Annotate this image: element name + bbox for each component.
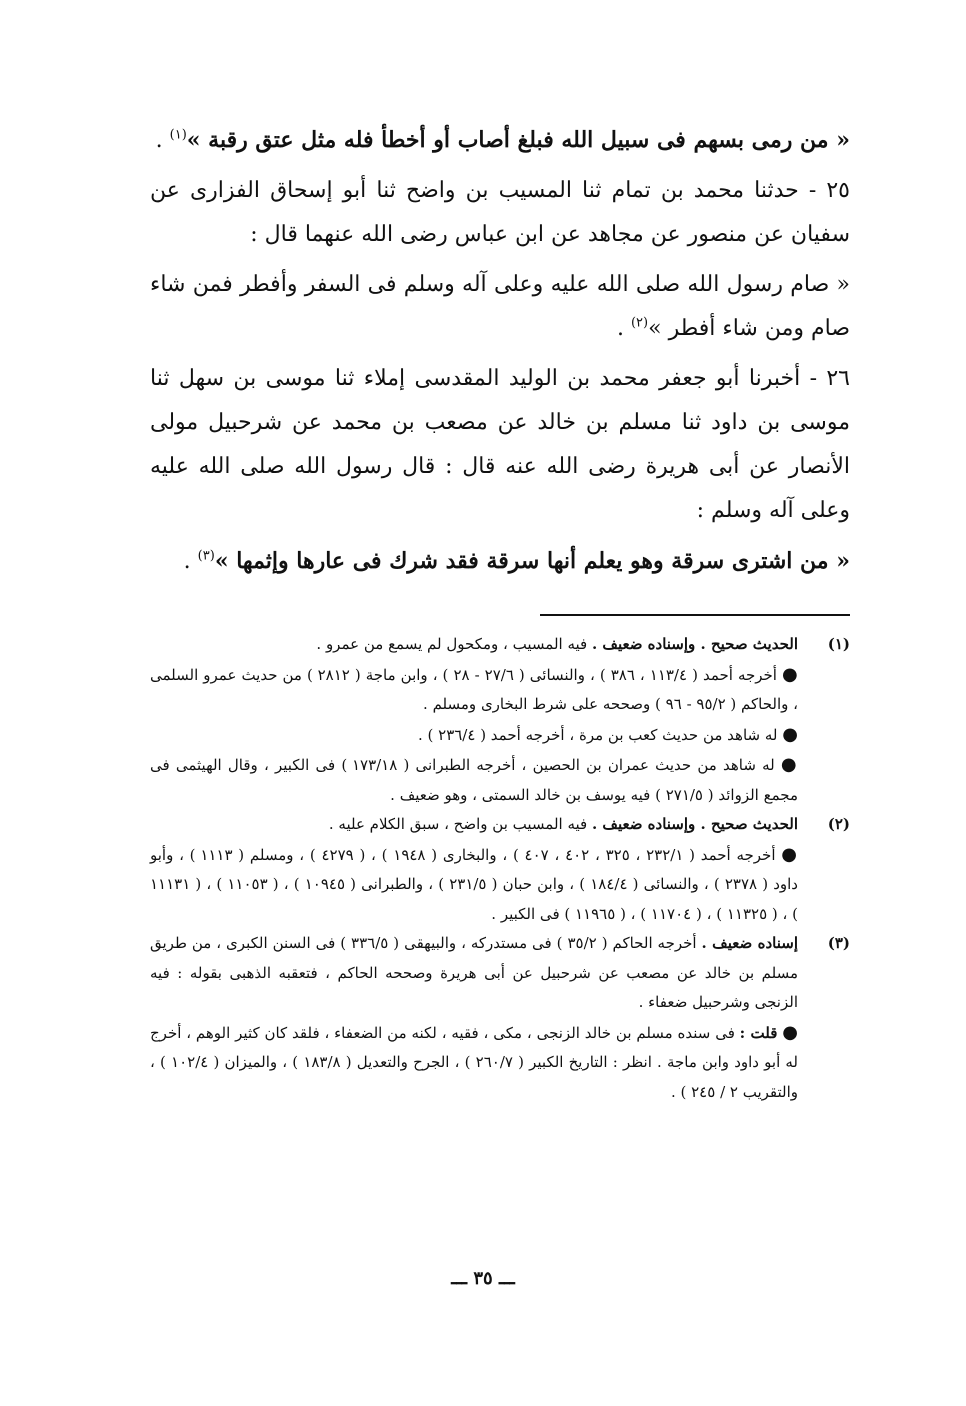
hadith-26-matn	[150, 539, 850, 584]
footnote-2	[150, 810, 850, 929]
hadith-25-matn-text: « صام رسول الله صلى الله عليه وعلى آله وسلم فى السفر وأفطر فمن شاء صام ومن شاء أفطر »	[150, 272, 850, 341]
footnote-line	[150, 1018, 798, 1108]
footnote-body	[150, 630, 798, 810]
footnote-ref-1[interactable]: (١)	[169, 127, 187, 143]
hadith-25-end: .	[616, 316, 631, 341]
hadith-24-end: .	[155, 128, 170, 153]
footnote-number: (٢)	[827, 815, 850, 833]
footnote-body	[150, 929, 798, 1107]
page-number: ـــ ٣٥ ـــ	[451, 1268, 515, 1289]
bullet-icon: ●	[782, 723, 798, 745]
bullet-icon: ●	[782, 663, 798, 685]
footnote-line	[150, 840, 798, 930]
page-content	[150, 118, 850, 1107]
footnote-text: أخرجه الحاكم ( ٣٥/٢ ) فى مستدركه ، والبيهقى ( ٣٣٦/٥ ) فى السنن الكبرى ، من طريق مسلم بن خالد عن مصعب عن شرحبيل عن أبى هريرة وصححه الحاكم ، فتعقبه الذهبى بقوله : فيه الزنجى وشرحبيل ضعفاء .	[150, 934, 798, 1011]
footnote-text: له شاهد من حديث عمران بن الحصين ، أخرجه الطبرانى ( ١٧٣/١٨ ) فى الكبير ، وقال الهيثمى فى مجمع الزوائد ( ٢٧١/٥ ) فيه يوسف بن خالد السمتى ، وهو ضعيف .	[150, 756, 798, 804]
hadith-24-tail	[150, 118, 850, 163]
footnote-qult: قلت :	[739, 1023, 778, 1042]
footnote-line	[150, 720, 798, 751]
bullet-icon: ●	[780, 754, 798, 775]
hadith-24-quote: « من رمى بسهم فى سبيل الله فبلغ أصاب أو أخطأ فله مثل عتق رقبة »	[186, 127, 850, 153]
footnote-3	[150, 929, 850, 1107]
hadith-25-isnad: ٢٥ - حدثنا محمد بن تمام ثنا المسيب بن واضح ثنا أبو إسحاق الفزارى عن سفيان عن منصور عن مجاهد عن ابن عباس رضى الله عنهما قال :	[150, 178, 850, 247]
hadith-26-matn-text: « من اشترى سرقة وهو يعلم أنها سرقة فقد شرك فى عارها وإثمها »	[214, 548, 850, 574]
hadith-26-isnad: ٢٦ - أخبرنا أبو جعفر محمد بن الوليد المقدسى إملاء ثنا موسى بن سهل ثنا موسى بن داود ثنا مسلم بن خالد عن مصعب بن محمد عن شرحبيل مولى الأنصار عن أبى هريرة رضى الله عنه قال : قال رسول الله صلى الله عليه وعلى آله وسلم :	[150, 366, 850, 523]
footnote-grade: الحديث صحيح . وإسناده ضعيف .	[591, 815, 798, 833]
footnote-grade: الحديث صحيح . وإسناده ضعيف .	[591, 635, 798, 653]
footnote-text: فيه المسيب ، ومكحول لم يسمع من عمرو .	[316, 635, 592, 653]
footnote-line	[150, 660, 798, 720]
footnote-text: فى سنده مسلم بن خالد الزنجى ، مكى ، فقيه ، لكنه من الضعفاء ، فلقد كان كثير الوهم ، أخرج له أبو داود وابن ماجة . انظر : التاريخ الكبير ( ٢٦٠/٧ ) ، الجرح والتعديل ( ١٨٣/٨ ) ، والميزان ( ١٠٢/٤ ) ، والتقريب ٢ / ٢٤٥ ) .	[150, 1023, 799, 1101]
bullet-icon: ●	[782, 1021, 798, 1043]
footnote-text: له شاهد من حديث كعب بن مرة ، أخرجه أحمد ( ٢٣٦/٤ ) .	[417, 725, 778, 744]
footnote-body	[150, 810, 798, 929]
bullet-icon: ●	[781, 843, 798, 865]
footnote-text: أخرجه أحمد ( ١١٣/٤ ، ٣٨٦ ) ، والنسائى ( ٢٧/٦ - ٢٨ ) ، وابن ماجة ( ٢٨١٢ ) من حديث عمرو السلمى ، والحاكم ( ٩٥/٢ - ٩٦ ) وصححه على شرط البخارى ومسلم .	[150, 665, 798, 713]
footnote-text: فيه المسيب بن واضح ، سبق الكلام عليه .	[328, 815, 592, 833]
footnotes	[150, 630, 850, 1107]
footnote-text: أخرجه أحمد ( ٢٣٢/١ ، ٣٢٥ ، ٤٠٢ ، ٤٠٧ ) ، والبخارى ( ١٩٤٨ ) ، ( ٤٢٧٩ ) ، ومسلم ( ١١١٣ ) ، وأبو داود ( ٢٣٧٨ ) ، والنسائى ( ١٨٤/٤ ) ، وابن حبان ( ٢٣١/٥ ) ، والطبرانى ( ١٠٩٤٥ ) ، ( ١١٠٥٣ ) ، ( ١١١٣١ ) ، ( ١١٣٢٥ ) ، ( ١١٧٠٤ ) ، ( ١١٩٦٥ ) فى الكبير .	[150, 845, 798, 923]
footnote-ref-3[interactable]: (٣)	[197, 548, 215, 564]
footnote-1	[150, 630, 850, 810]
footnote-number: (٣)	[827, 934, 850, 952]
footnote-line	[150, 630, 798, 660]
footnote-line	[150, 810, 798, 840]
footnote-divider	[540, 614, 850, 616]
footnote-line	[150, 750, 798, 810]
footnote-line	[150, 929, 798, 1018]
footnote-ref-2[interactable]: (٢)	[630, 315, 649, 331]
hadith-26-end: .	[183, 549, 198, 574]
footnote-grade: إسناده ضعيف .	[701, 934, 798, 952]
hadith-25-matn	[150, 263, 850, 351]
footnote-number: (١)	[827, 635, 850, 653]
main-text	[150, 118, 850, 584]
